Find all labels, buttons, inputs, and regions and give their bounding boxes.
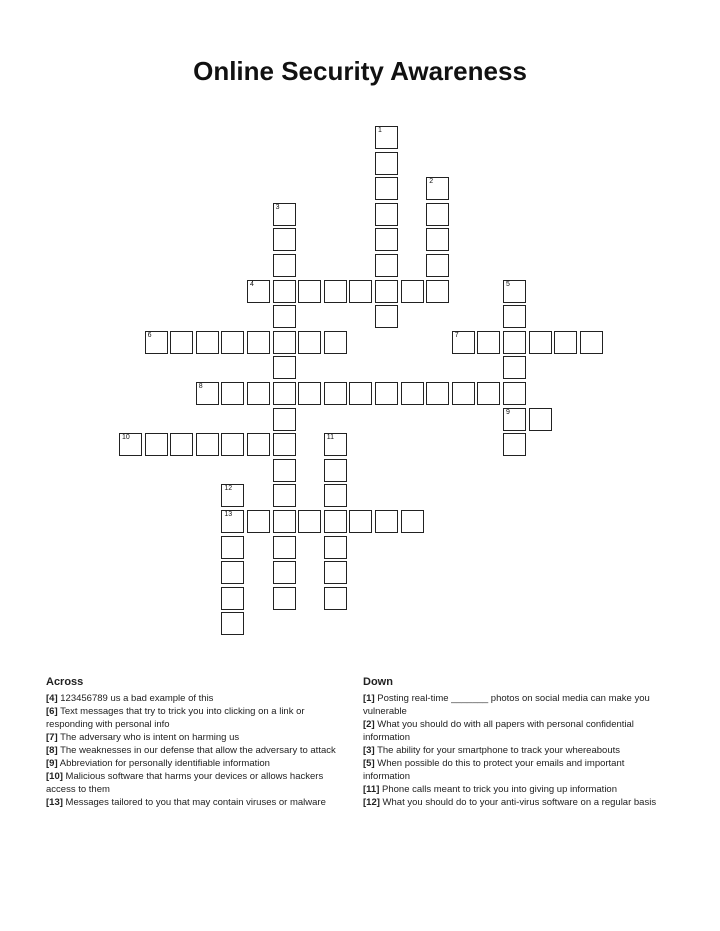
grid-cell[interactable] (273, 536, 296, 559)
grid-cell[interactable] (375, 228, 398, 251)
down-heading: Down (363, 676, 393, 688)
clue-item-number: [12] (363, 797, 380, 808)
clue-number: 12 (224, 485, 233, 493)
clue-item (363, 718, 673, 744)
grid-cell[interactable] (119, 433, 142, 456)
clue-item (46, 796, 346, 809)
grid-cell[interactable] (221, 536, 244, 559)
grid-cell[interactable] (273, 228, 296, 251)
clue-item-text: Malicious software that harms your devices or allows hackers access to them (46, 771, 324, 795)
grid-cell[interactable] (426, 177, 449, 200)
grid-cell[interactable] (426, 382, 449, 405)
grid-cell[interactable] (503, 433, 526, 456)
grid-cell[interactable] (324, 459, 347, 482)
grid-cell[interactable] (554, 331, 577, 354)
grid-cell[interactable] (324, 561, 347, 584)
clue-item (46, 744, 346, 757)
grid-cell[interactable] (529, 331, 552, 354)
grid-cell[interactable] (426, 228, 449, 251)
grid-cell[interactable] (375, 177, 398, 200)
grid-cell[interactable] (273, 203, 296, 226)
clue-item-number: [7] (46, 732, 58, 743)
clue-item-number: [5] (363, 758, 375, 769)
clue-item-text: Messages tailored to you that may contain viruses or malware (62, 797, 326, 808)
down-clues (363, 676, 673, 809)
grid-cell[interactable] (477, 382, 500, 405)
grid-cell[interactable] (221, 561, 244, 584)
clue-item-text: Abbreviation for personally identifiable information (57, 758, 270, 769)
grid-cell[interactable] (170, 331, 193, 354)
grid-cell[interactable] (247, 510, 270, 533)
grid-cell[interactable] (375, 254, 398, 277)
across-clue-list (46, 692, 346, 809)
grid-cell[interactable] (247, 331, 270, 354)
grid-cell[interactable] (324, 587, 347, 610)
clue-item-text: Text messages that try to trick you into clicking on a link or responding with personal info (46, 706, 305, 730)
clue-item (363, 744, 673, 757)
clue-number: 3 (275, 203, 280, 211)
clue-number: 9 (506, 408, 510, 416)
clue-item (46, 770, 346, 796)
grid-cell[interactable] (375, 280, 398, 303)
grid-cell[interactable] (426, 203, 449, 226)
clue-item-number: [9] (46, 758, 58, 769)
down-clue-list (363, 692, 673, 809)
grid-cell[interactable] (298, 331, 321, 354)
grid-cell[interactable] (375, 152, 398, 175)
clue-number: 11 (326, 434, 335, 442)
grid-cell[interactable] (145, 331, 168, 354)
grid-cell[interactable] (324, 484, 347, 507)
grid-cell[interactable] (503, 280, 526, 303)
grid-cell[interactable] (145, 433, 168, 456)
grid-cell[interactable] (401, 382, 424, 405)
clue-number: 6 (147, 331, 152, 339)
grid-cell[interactable] (324, 382, 347, 405)
grid-cell[interactable] (196, 382, 219, 405)
clue-item-number: [11] (363, 784, 380, 795)
grid-cell[interactable] (324, 331, 347, 354)
grid-cell[interactable] (273, 356, 296, 379)
grid-cell[interactable] (273, 459, 296, 482)
grid-cell[interactable] (273, 484, 296, 507)
clue-item (46, 692, 346, 705)
clue-number: 1 (378, 127, 382, 134)
clue-item-number: [6] (46, 706, 58, 717)
clue-item-text: Posting real-time _______ photos on social media can make you vulnerable (363, 693, 650, 717)
grid-cell[interactable] (503, 331, 526, 354)
grid-cell[interactable] (221, 612, 244, 635)
clue-item (363, 796, 673, 809)
clue-item-text: The ability for your smartphone to track your whereabouts (374, 745, 620, 756)
grid-cell[interactable] (349, 382, 372, 405)
clue-item-text: When possible do this to protect your emails and important information (363, 758, 625, 782)
grid-cell[interactable] (375, 126, 398, 149)
grid-cell[interactable] (298, 280, 321, 303)
grid-cell[interactable] (426, 254, 449, 277)
grid-cell[interactable] (298, 382, 321, 405)
clue-item-number: [1] (363, 693, 375, 704)
clue-item-number: [2] (363, 719, 375, 730)
grid-cell[interactable] (298, 510, 321, 533)
clue-item-number: [4] (46, 693, 58, 704)
grid-cell[interactable] (324, 433, 347, 456)
clue-item-number: [13] (46, 797, 63, 808)
clue-number: 13 (224, 511, 233, 518)
grid-cell[interactable] (273, 561, 296, 584)
clue-number: 2 (429, 178, 434, 186)
clue-number: 4 (250, 280, 254, 288)
clue-number: 5 (506, 280, 510, 288)
grid-cell[interactable] (503, 356, 526, 379)
grid-cell[interactable] (221, 510, 244, 533)
clue-item (46, 731, 346, 744)
grid-cell[interactable] (273, 510, 296, 533)
grid-cell[interactable] (503, 382, 526, 405)
clue-item (363, 783, 673, 796)
grid-cell[interactable] (426, 280, 449, 303)
grid-cell[interactable] (170, 433, 193, 456)
clue-number: 8 (198, 383, 203, 390)
grid-cell[interactable] (477, 331, 500, 354)
clue-item-text: The weaknesses in our defense that allow the adversary to attack (57, 745, 336, 756)
clue-item (46, 757, 346, 770)
grid-cell[interactable] (375, 510, 398, 533)
grid-cell[interactable] (273, 280, 296, 303)
clue-item-number: [3] (363, 745, 375, 756)
clue-item-number: [8] (46, 745, 58, 756)
clue-item-number: [10] (46, 771, 63, 782)
grid-cell[interactable] (273, 305, 296, 328)
grid-cell[interactable] (324, 510, 347, 533)
grid-cell[interactable] (247, 433, 270, 456)
grid-cell[interactable] (247, 382, 270, 405)
grid-cell[interactable] (452, 331, 475, 354)
grid-cell[interactable] (221, 331, 244, 354)
grid-cell[interactable] (221, 433, 244, 456)
grid-cell[interactable] (349, 280, 372, 303)
grid-cell[interactable] (221, 484, 244, 507)
page-title: Online Security Awareness (193, 56, 527, 86)
across-clues (46, 676, 346, 809)
across-heading: Across (46, 676, 84, 688)
grid-cell[interactable] (503, 408, 526, 431)
grid-cell[interactable] (401, 510, 424, 533)
clue-number: 10 (122, 434, 130, 442)
grid-cell[interactable] (324, 536, 347, 559)
clue-item (363, 692, 673, 718)
grid-cell[interactable] (273, 408, 296, 431)
grid-cell[interactable] (503, 305, 526, 328)
clue-item-text: What you should do to your anti-virus software on a regular basis (379, 797, 657, 808)
grid-cell[interactable] (401, 280, 424, 303)
grid-cell[interactable] (375, 382, 398, 405)
grid-cell[interactable] (273, 254, 296, 277)
grid-cell[interactable] (580, 331, 603, 354)
grid-cell[interactable] (349, 510, 372, 533)
grid-cell[interactable] (273, 433, 296, 456)
clue-item (46, 705, 346, 731)
clue-item-text: What you should do with all papers with personal confidential information (363, 719, 634, 743)
grid-cell[interactable] (375, 305, 398, 328)
grid-cell[interactable] (196, 331, 219, 354)
grid-cell[interactable] (247, 280, 270, 303)
grid-cell[interactable] (221, 587, 244, 610)
clue-item-text: 123456789 us a bad example of this (57, 693, 214, 704)
clue-item-text: The adversary who is intent on harming us (57, 732, 240, 743)
grid-cell[interactable] (196, 433, 219, 456)
clue-item-text: Phone calls meant to trick you into giving up information (379, 784, 618, 795)
grid-cell[interactable] (273, 382, 296, 405)
grid-cell[interactable] (273, 331, 296, 354)
grid-cell[interactable] (529, 408, 552, 431)
clue-item (363, 757, 673, 783)
grid-cell[interactable] (324, 280, 347, 303)
grid-cell[interactable] (221, 382, 244, 405)
clue-number: 7 (454, 331, 459, 339)
grid-cell[interactable] (273, 587, 296, 610)
grid-cell[interactable] (375, 203, 398, 226)
grid-cell[interactable] (452, 382, 475, 405)
